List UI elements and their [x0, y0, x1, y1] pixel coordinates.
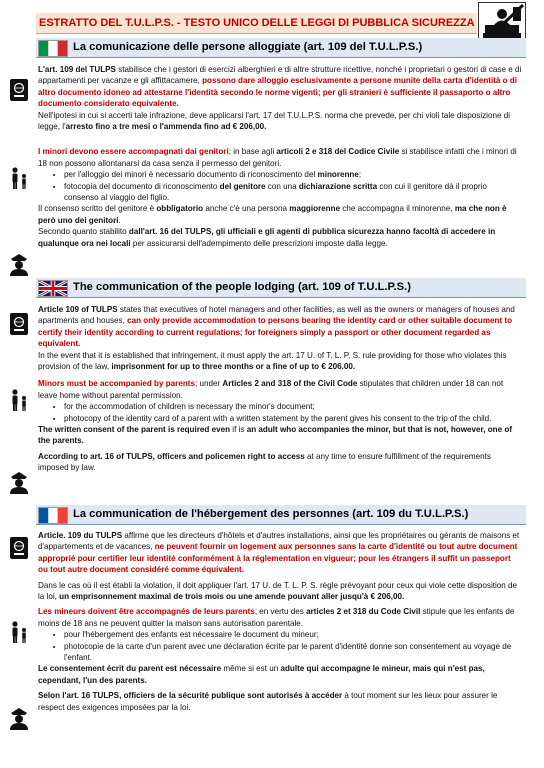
text-run: del genitore [219, 181, 266, 191]
minors-requirements-list [38, 401, 522, 424]
paragraph-minors [38, 146, 522, 169]
text-run: Dans le cas où il est établi la violation, il doit appliquer l'art. 17 U. de T. L. P. S. règle prévoyant pour ceux qui viole cette disposition de la loi, [38, 580, 518, 602]
text-run: ; under [194, 379, 223, 389]
uk-flag-icon [38, 280, 68, 297]
text-run: Articles 2 and 318 of the Civil Code [222, 379, 358, 389]
text-run: imprisonment for up to three months or a fine of up to € 206.00. [111, 362, 356, 372]
text-run: for the accommodation of children is necessary the minor's document; [64, 402, 315, 412]
text-run: stabilisce che i gestori di esercizi alberghieri e di altre strutture ricettive, nonché i proprietari o gestori di case e di appartamenti per vacanze e gli affittacamere, [38, 65, 522, 86]
text-run: anche c'è una persona [203, 204, 290, 214]
paragraph-written-consent [38, 203, 522, 226]
text-run: maggiorenne [289, 204, 341, 214]
section-header-french [36, 505, 526, 525]
text-run: adulte qui accompagne le mineur, mais qui n'est pas, cependant, l'un des parents. [38, 664, 485, 685]
list-item [64, 169, 522, 180]
police-officer-icon [8, 470, 30, 494]
text-run: Nell'ipotesi in cui si accerti tale infrazione, deve applicarsi l'art. 17 del T.U.L.P.S. norma che prevede, per chi violi tale disposizione di legge, l' [38, 110, 511, 132]
text-run: The written consent of the parent is required even [38, 425, 231, 435]
paragraph-accommodation-rule [38, 64, 522, 110]
text-run: pour l'hébergement des enfants est nécessaire le document du mineur; [64, 630, 319, 640]
text-run: affirme que les directeurs d'hôtels et d'autres installations, ainsi que les propriétaires ou gérants de maisons et d'appartements et de vacances, [38, 531, 520, 552]
paragraph-police-access [38, 226, 522, 249]
text-run: con cui il genitore dà il proprio consenso al viaggio del figlio. [64, 181, 487, 203]
section-header-english [36, 278, 526, 298]
paragraph-penalty [38, 350, 522, 373]
paragraph-accommodation-rule [38, 530, 522, 576]
text-run: un emprisonnement maximal de trois mois ou une amende pouvant aller jusqu'à € 206,00. [59, 592, 405, 602]
text-run: Article 109 of TULPS [38, 305, 118, 314]
text-run: photocopie de la carte d'un parent avec une déclaration écrite par le parent d'identité donne son consentement au voyage de l'enfant. [64, 641, 512, 663]
parent-child-icon [8, 166, 30, 190]
text-run: Secondo quanto stabilito [38, 227, 129, 237]
section-title: The communication of the people lodging (art. 109 of T.U.L.P.S.) [73, 281, 411, 293]
text-run: che accompagna il minorenne, [340, 204, 455, 214]
section-header-italian [36, 38, 526, 58]
text-run: minorenne [317, 170, 359, 180]
text-run: . [118, 215, 121, 225]
document-title: ESTRATTO DEL T.U.L.P.S. - TESTO UNICO DELLE LEGGI DI PUBBLICA SICUREZZA [36, 13, 477, 34]
text-run: photocopy of the identity card of a parent with a written statement by the parent gives his consent to the trip of the child. [64, 413, 492, 423]
paragraph-minors [38, 378, 522, 401]
text-run: Minors must be accompanied by parents [38, 379, 195, 389]
text-run: stipulates that children under 18 can not leave home without parental permission. [38, 379, 504, 400]
text-run: states that executives of hotel managers and other facilities, as well as the owners or managers of houses and apartments and houses, [38, 305, 515, 326]
text-run: Le consentement écrit du parent est nécessaire [38, 664, 222, 674]
text-run: dall'art. 16 del TULPS, gli ufficiali e gli agenti di pubblica sicurezza hanno facoltà di accedere in qualunque ora nei locali [38, 227, 496, 248]
text-run: ; in base agli [228, 147, 277, 157]
minors-requirements-list [38, 629, 522, 663]
text-run: Article. 109 du TULPS [38, 531, 123, 540]
paragraph-police-access [38, 451, 522, 474]
text-run: fotocopia del documento di riconoscimento [64, 181, 220, 191]
text-run: obbligatorio [156, 204, 204, 214]
section-body-italian [38, 64, 522, 249]
text-run: an adult who accompanies the minor, but that is not, however, one of the parents. [38, 425, 513, 446]
text-run: ma che non è però uno dei genitori [38, 204, 507, 225]
passport-icon [8, 312, 30, 336]
paragraph-penalty [38, 580, 522, 603]
paragraph-minors [38, 606, 522, 629]
text-run: à tout moment sur les lieux pour assurer le respect des exigences imposées par la loi. [38, 691, 498, 712]
text-run: if is [230, 425, 247, 435]
text-run: con una [265, 181, 299, 191]
text-run: possono dare alloggio esclusivamente a persone munite della carta d'identità o di altro documento idoneo ad attestarne l'identità secondo le norme vigenti; per gli stranieri è sufficiente il passaporto o altro documento considerato equivalente. [38, 76, 518, 109]
paragraph-police-access [38, 690, 522, 713]
section-body-french [38, 530, 522, 713]
parent-child-icon [8, 620, 30, 644]
text-run: According to art. 16 of TULPS, officers and policemen right to access [38, 451, 305, 461]
text-run: dichiarazione scritta [298, 181, 378, 191]
text-run: ; en vertu des [254, 607, 307, 617]
italy-flag-icon [38, 40, 68, 57]
list-item [64, 641, 522, 664]
text-run: Selon l'art. 16 TULPS, officiers de la sécurité publique sont autorisés à accéder [38, 691, 343, 701]
text-run: stipule que les enfants de moins de 18 ans ne peuvent quitter la maison sans autorisation parentale. [38, 607, 515, 628]
police-officer-icon [8, 252, 30, 276]
section-title: La communication de l'hébergement des personnes (art. 109 du T.U.L.P.S.) [73, 508, 469, 520]
paragraph-accommodation-rule [38, 304, 522, 350]
text-run: In the event that it is established that infringement, it must apply the art. 17 U. of T. L. P. S. rule providing for those who violates this provision of the law, [38, 350, 507, 372]
paragraph-written-consent [38, 663, 522, 686]
list-item [64, 629, 522, 640]
text-run: per l'alloggio dei minori è necessario documento di riconoscimento del [64, 170, 318, 180]
text-run: même si est un [221, 664, 281, 674]
text-run: ne peuvent fournir un logement aux personnes sans la carte d'identité ou tout autre document approprié pour certifier leur identité conformément à la réglementation en vigueur; pour les étrangers il suffit un passeport ou tout autre document considéré comme équivalent. [38, 542, 518, 575]
text-run: arresto fino a tre mesi o l'ammenda fino ad € 206,00. [65, 122, 267, 132]
passport-icon [8, 78, 30, 102]
france-flag-icon [38, 507, 68, 524]
text-run: Il consenso scritto del genitore è [38, 204, 157, 214]
text-run: can only provide accommodation to persons bearing the identity card or other suitable document to certify their identity according to current regulations; for foreigners simply a passport or other document regarded as equivalent. [38, 316, 513, 349]
parent-child-icon [8, 388, 30, 412]
text-run: at any time to ensure fulfillment of the requirements imposed by law. [38, 451, 491, 473]
text-run: si stabilisce infatti che i minori di 18 non possono allontanarsi da casa senza il permesso dei genitori. [38, 147, 517, 168]
text-run: per assicurarsi dell'adempimento delle prescrizioni imposte dalla legge. [130, 238, 388, 248]
section-body-english [38, 304, 522, 474]
section-title: La comunicazione delle persone alloggiate (art. 109 del T.U.L.P.S.) [73, 41, 423, 53]
minors-requirements-list [38, 169, 522, 203]
text-run: articoli 2 e 318 del Codice Civile [276, 147, 400, 157]
passport-icon [8, 536, 30, 560]
paragraph-written-consent [38, 424, 522, 447]
text-run: Les mineurs doivent être accompagnés de leurs parents [38, 607, 255, 617]
text-run: I minori devono essere accompagnati dai genitori [38, 147, 229, 157]
text-run: L'art. 109 del TULPS [38, 65, 116, 74]
list-item [64, 181, 522, 204]
list-item [64, 413, 522, 424]
paragraph-penalty [38, 110, 522, 133]
text-run: ; [358, 170, 362, 180]
text-run: articles 2 et 318 du Code Civil [306, 607, 421, 617]
police-officer-icon [8, 706, 30, 730]
list-item [64, 401, 522, 412]
